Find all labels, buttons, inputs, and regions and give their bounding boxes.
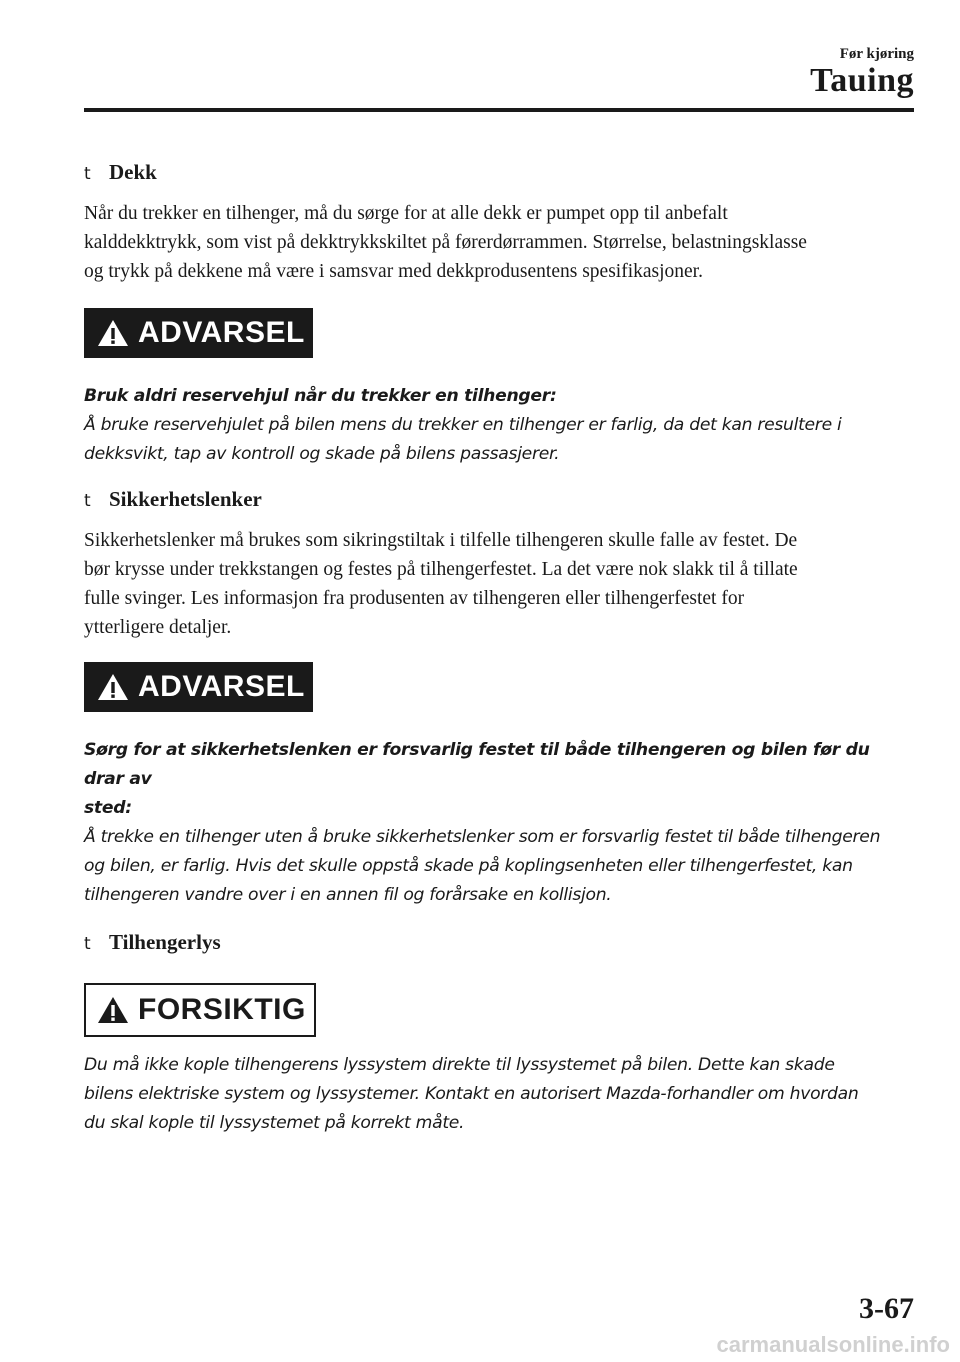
warning-triangle-icon: [96, 672, 130, 702]
body-paragraph: [84, 199, 914, 286]
warning-badge: [84, 662, 313, 712]
bullet-icon: t: [84, 934, 91, 954]
warning-line: Å bruke reservehjulet på bilen mens du trekker en tilhenger er farlig, da det kan resultere i: [84, 415, 842, 435]
warning-title-line: Sørg for at sikkerhetslenken er forsvarlig festet til både tilhengeren og bilen før du drar av: [84, 740, 870, 789]
caution-body: [84, 1051, 914, 1138]
section-heading-dekk: [84, 160, 914, 185]
warning-triangle-icon: [96, 318, 130, 348]
caution-line: bilens elektriske system og lyssystemer. Kontakt en autorisert Mazda-forhandler om hvordan: [84, 1084, 859, 1104]
section-heading-tilhengerlys: [84, 930, 914, 955]
caution-block: [84, 983, 914, 1138]
caution-line: Du må ikke kople tilhengerens lyssystem direkte til lyssystemet på bilen. Dette kan skade: [84, 1055, 835, 1075]
warning-line: Å trekke en tilhenger uten å bruke sikkerhetslenker som er forsvarlig festet til både tilhengeren: [84, 827, 881, 847]
warning-block: [84, 662, 914, 910]
caution-triangle-icon: [96, 995, 130, 1025]
body-paragraph: [84, 526, 914, 642]
bullet-icon: t: [84, 491, 91, 511]
watermark: carmanualsonline.info: [716, 1332, 950, 1357]
bullet-icon: t: [84, 164, 91, 184]
section-heading-text: Sikkerhetslenker: [109, 487, 262, 511]
body-line: ytterligere detaljer.: [84, 617, 232, 638]
warning-line: dekksvikt, tap av kontroll og skade på bilens passasjerer.: [84, 444, 560, 464]
warning-label: ADVARSEL: [138, 316, 305, 349]
warning-line: og bilen, er farlig. Hvis det skulle oppstå skade på koplingsenheten eller tilhengerfestet, kan: [84, 856, 853, 876]
warning-title-line: sted:: [84, 798, 132, 818]
warning-title: Bruk aldri reservehjul når du trekker en tilhenger:: [84, 386, 557, 406]
warning-badge: [84, 308, 313, 358]
warning-line: tilhengeren vandre over i en annen fil og forårsake en kollisjon.: [84, 885, 612, 905]
page-title: Tauing: [810, 62, 914, 99]
warning-block: [84, 308, 914, 469]
warning-body: [84, 823, 914, 910]
body-line: bør krysse under trekkstangen og festes på tilhengerfestet. La det være nok slakk til å tillate: [84, 559, 798, 580]
header-section-label: Før kjøring: [839, 46, 914, 62]
warning-label: ADVARSEL: [138, 670, 305, 703]
page-content: [84, 160, 914, 1138]
caution-line: du skal kople til lyssystemet på korrekt måte.: [84, 1113, 465, 1133]
caution-badge: [84, 983, 316, 1037]
body-line: og trykk på dekkene må være i samsvar med dekkprodusentens spesifikasjoner.: [84, 261, 703, 282]
warning-title: [84, 736, 914, 823]
header-divider: [84, 108, 914, 112]
section-heading-text: Dekk: [109, 160, 157, 184]
body-line: Når du trekker en tilhenger, må du sørge for at alle dekk er pumpet opp til anbefalt: [84, 203, 728, 224]
caution-label: FORSIKTIG: [138, 993, 306, 1026]
page-number: 3-67: [859, 1292, 914, 1325]
section-heading-text: Tilhengerlys: [109, 930, 221, 954]
section-heading-sikkerhetslenker: [84, 487, 914, 512]
warning-body: [84, 411, 914, 469]
body-line: fulle svinger. Les informasjon fra produsenten av tilhengeren eller tilhengerfestet for: [84, 588, 745, 609]
body-line: kalddekktrykk, som vist på dekktrykkskiltet på førerdørrammen. Størrelse, belastningsklasse: [84, 232, 807, 253]
body-line: Sikkerhetslenker må brukes som sikringstiltak i tilfelle tilhengeren skulle falle av festet. De: [84, 530, 798, 551]
